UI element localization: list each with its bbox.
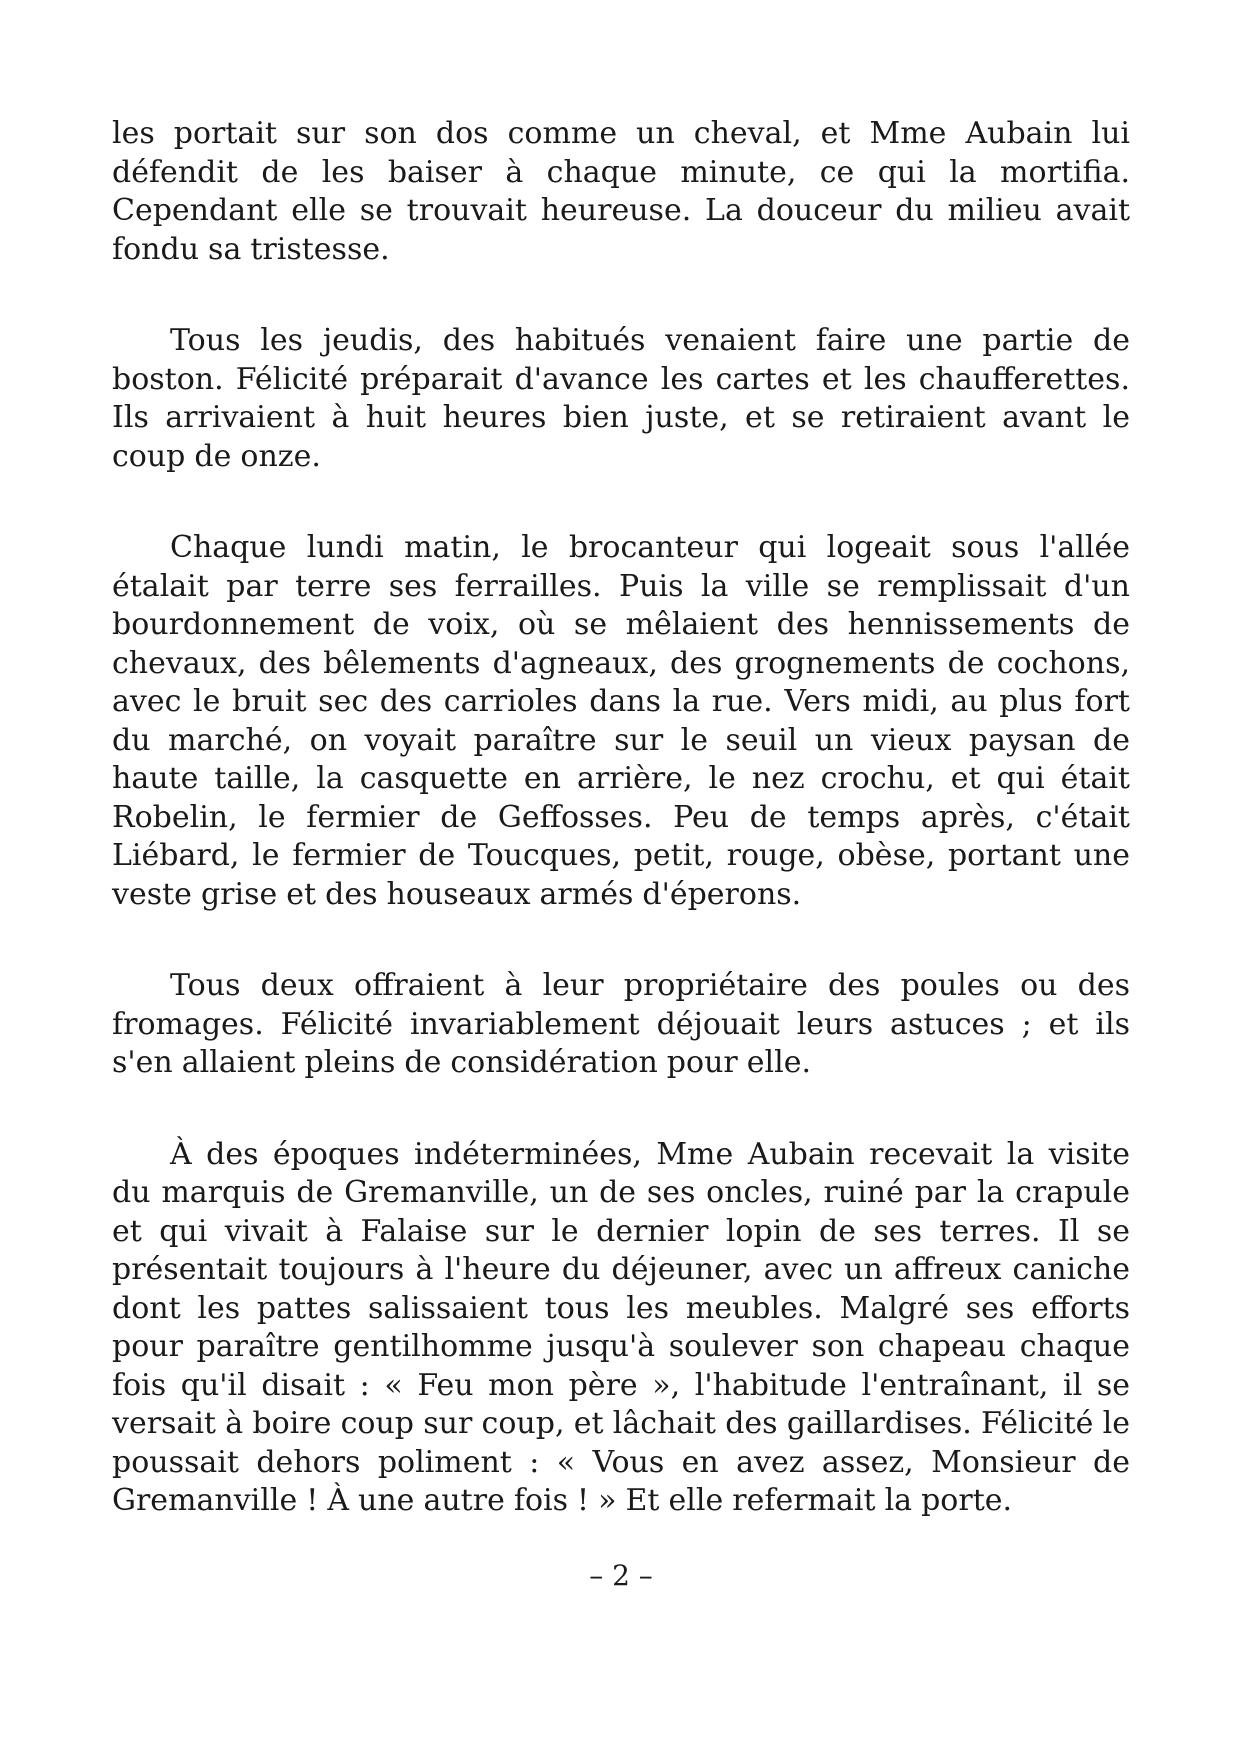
- paragraph-5: À des époques indéterminées, Mme Aubain recevait la visite du marquis de Gremanville, un de ses oncles, ruiné par la crapule et qui vivait à Falaise sur le dernier lopin de ses terres. Il se présentait toujours à l'heure du déjeuner, avec un affreux caniche dont les pattes salissaient tous les meubles. Malgré ses efforts pour paraître gentilhomme jusqu'à soulever son chapeau chaque fois qu'il disait : « Feu mon père », l'habitude l'entraînant, il se versait à boire coup sur coup, et lâchait des gaillardises. Félicité le poussait dehors poliment : « Vous en avez assez, Monsieur de Gremanville ! À une autre fois ! » Et elle refermait la porte.: [112, 1136, 1130, 1518]
- text-body: [112, 115, 1130, 1574]
- paragraph-1: les portait sur son dos comme un cheval, et Mme Aubain lui défendit de les baiser à chaque minute, ce qui la mortifia. Cependant elle se trouvait heureuse. La douceur du milieu avait fondu sa tristesse.: [112, 116, 1130, 267]
- paragraph-2: Tous les jeudis, des habitués venaient faire une partie de boston. Félicité préparait d'avance les cartes et les chaufferettes. Ils arrivaient à huit heures bien juste, et se retiraient avant le coup de onze.: [112, 323, 1130, 474]
- paragraph-3: Chaque lundi matin, le brocanteur qui logeait sous l'allée étalait par terre ses ferrailles. Puis la ville se remplissait d'un bourdonnement de voix, où se mêlaient des hennissements de chevaux, des bêlements d'agneaux, des grognements de cochons, avec le bruit sec des carrioles dans la rue. Vers midi, au plus fort du marché, on voyait paraître sur le seuil un vieux paysan de haute taille, la casquette en arrière, le nez crochu, et qui était Robelin, le fermier de Geffosses. Peu de temps après, c'était Liébard, le fermier de Toucques, petit, rouge, obèse, portant une veste grise et des houseaux armés d'éperons.: [112, 530, 1130, 912]
- paragraph-4: Tous deux offraient à leur propriétaire des poules ou des fromages. Félicité invariablement déjouait leurs astuces ; et ils s'en allaient pleins de considération pour elle.: [112, 968, 1130, 1080]
- page-number: – 2 –: [589, 1559, 653, 1592]
